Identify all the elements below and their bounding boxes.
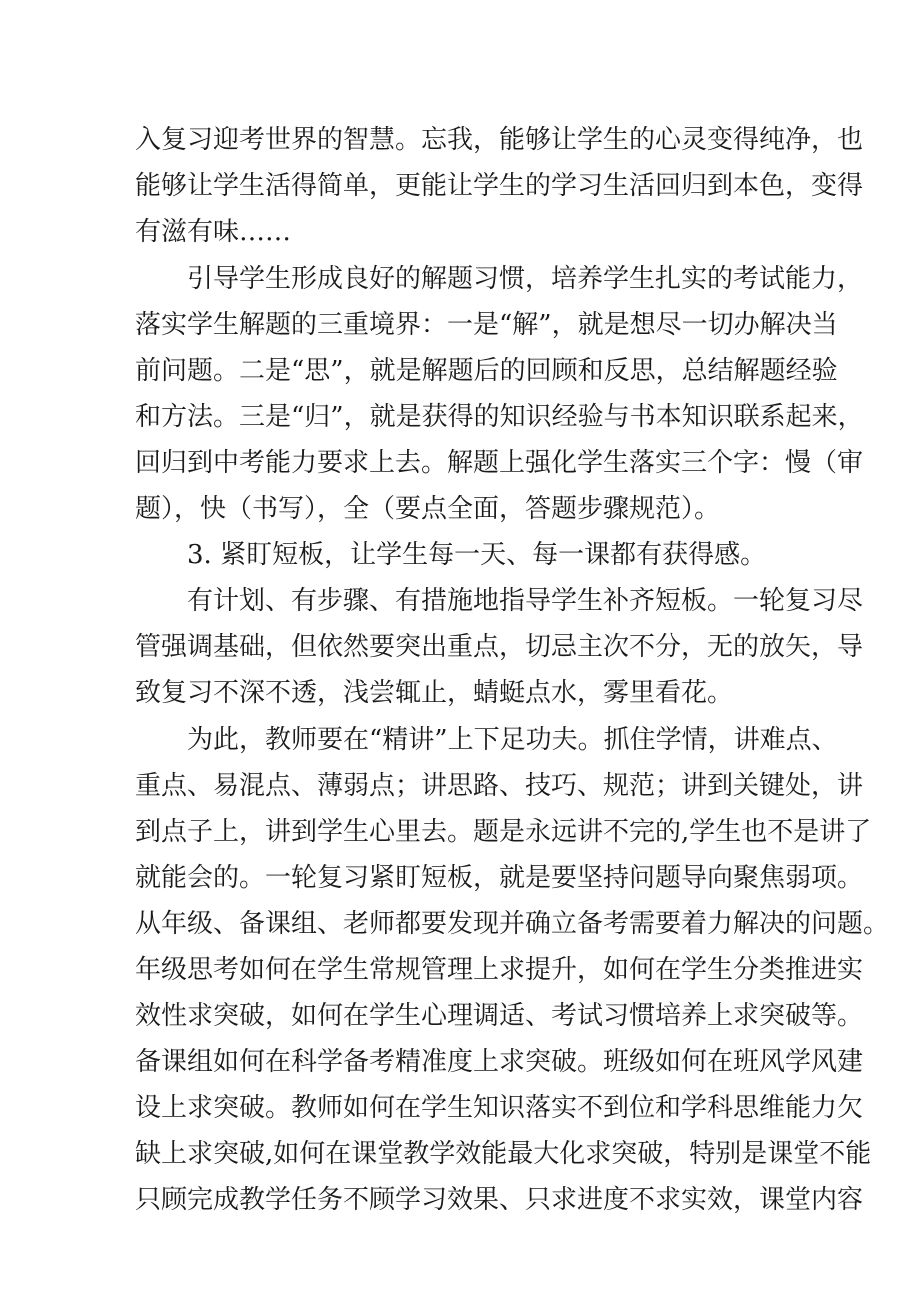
text-line: 入复习迎考世界的智慧。忘我，能够让学生的心灵变得纯净，也: [135, 125, 864, 155]
text-line: 到点子上，讲到学生心里去。题是永远讲不完的,学生也不是讲了: [135, 817, 872, 847]
paragraph-first-line: 为此，教师要在“精讲”上下足功夫。抓住学情，讲难点、: [187, 725, 838, 755]
text-line: 能够让学生活得简单，更能让学生的学习生活回归到本色，变得: [135, 171, 864, 201]
section-heading: 3. 紧盯短板，让学生每一天、每一课都有获得感。: [187, 540, 767, 570]
text-line: 题），快（书写），全（要点全面，答题步骤规范）。: [135, 494, 721, 524]
text-line: 就能会的。一轮复习紧盯短板，就是要坚持问题导向聚焦弱项。: [135, 863, 864, 893]
text-line: 只顾完成教学任务不顾学习效果、只求进度不求实效，课堂内容: [135, 1185, 864, 1215]
text-line: 和方法。三是“归”，就是获得的知识经验与书本知识联系起来，: [135, 402, 864, 432]
text-line: 回归到中考能力要求上去。解题上强化学生落实三个字：慢（审: [135, 448, 864, 478]
text-line: 重点、易混点、薄弱点；讲思路、技巧、规范；讲到关键处，讲: [135, 771, 864, 801]
text-line: 年级思考如何在学生常规管理上求提升，如何在学生分类推进实: [135, 955, 864, 985]
text-line: 备课组如何在科学备考精准度上求突破。班级如何在班风学风建: [135, 1047, 864, 1077]
paragraph-first-line: 有计划、有步骤、有措施地指导学生补齐短板。一轮复习尽: [187, 586, 864, 616]
text-line: 前问题。二是“思”，就是解题后的回顾和反思，总结解题经验: [135, 356, 838, 386]
text-line: 效性求突破，如何在学生心理调适、考试习惯培养上求突破等。: [135, 1001, 864, 1031]
text-line: 有滋有味……: [135, 217, 292, 247]
text-line: 设上求突破。教师如何在学生知识落实不到位和学科思维能力欠: [135, 1093, 864, 1123]
text-line: 缺上求突破,如何在课堂教学效能最大化求突破，特别是课堂不能: [135, 1139, 872, 1169]
text-line: 管强调基础，但依然要突出重点，切忌主次不分，无的放矢，导: [135, 632, 864, 662]
text-line: 致复习不深不透，浅尝辄止，蜻蜓点水，雾里看花。: [135, 678, 734, 708]
text-line: 落实学生解题的三重境界：一是“解”，就是想尽一切办解决当: [135, 310, 838, 340]
text-line: 从年级、备课组、老师都要发现并确立备考需要着力解决的问题。: [135, 909, 890, 939]
paragraph-first-line: 引导学生形成良好的解题习惯，培养学生扎实的考试能力，: [187, 264, 864, 294]
